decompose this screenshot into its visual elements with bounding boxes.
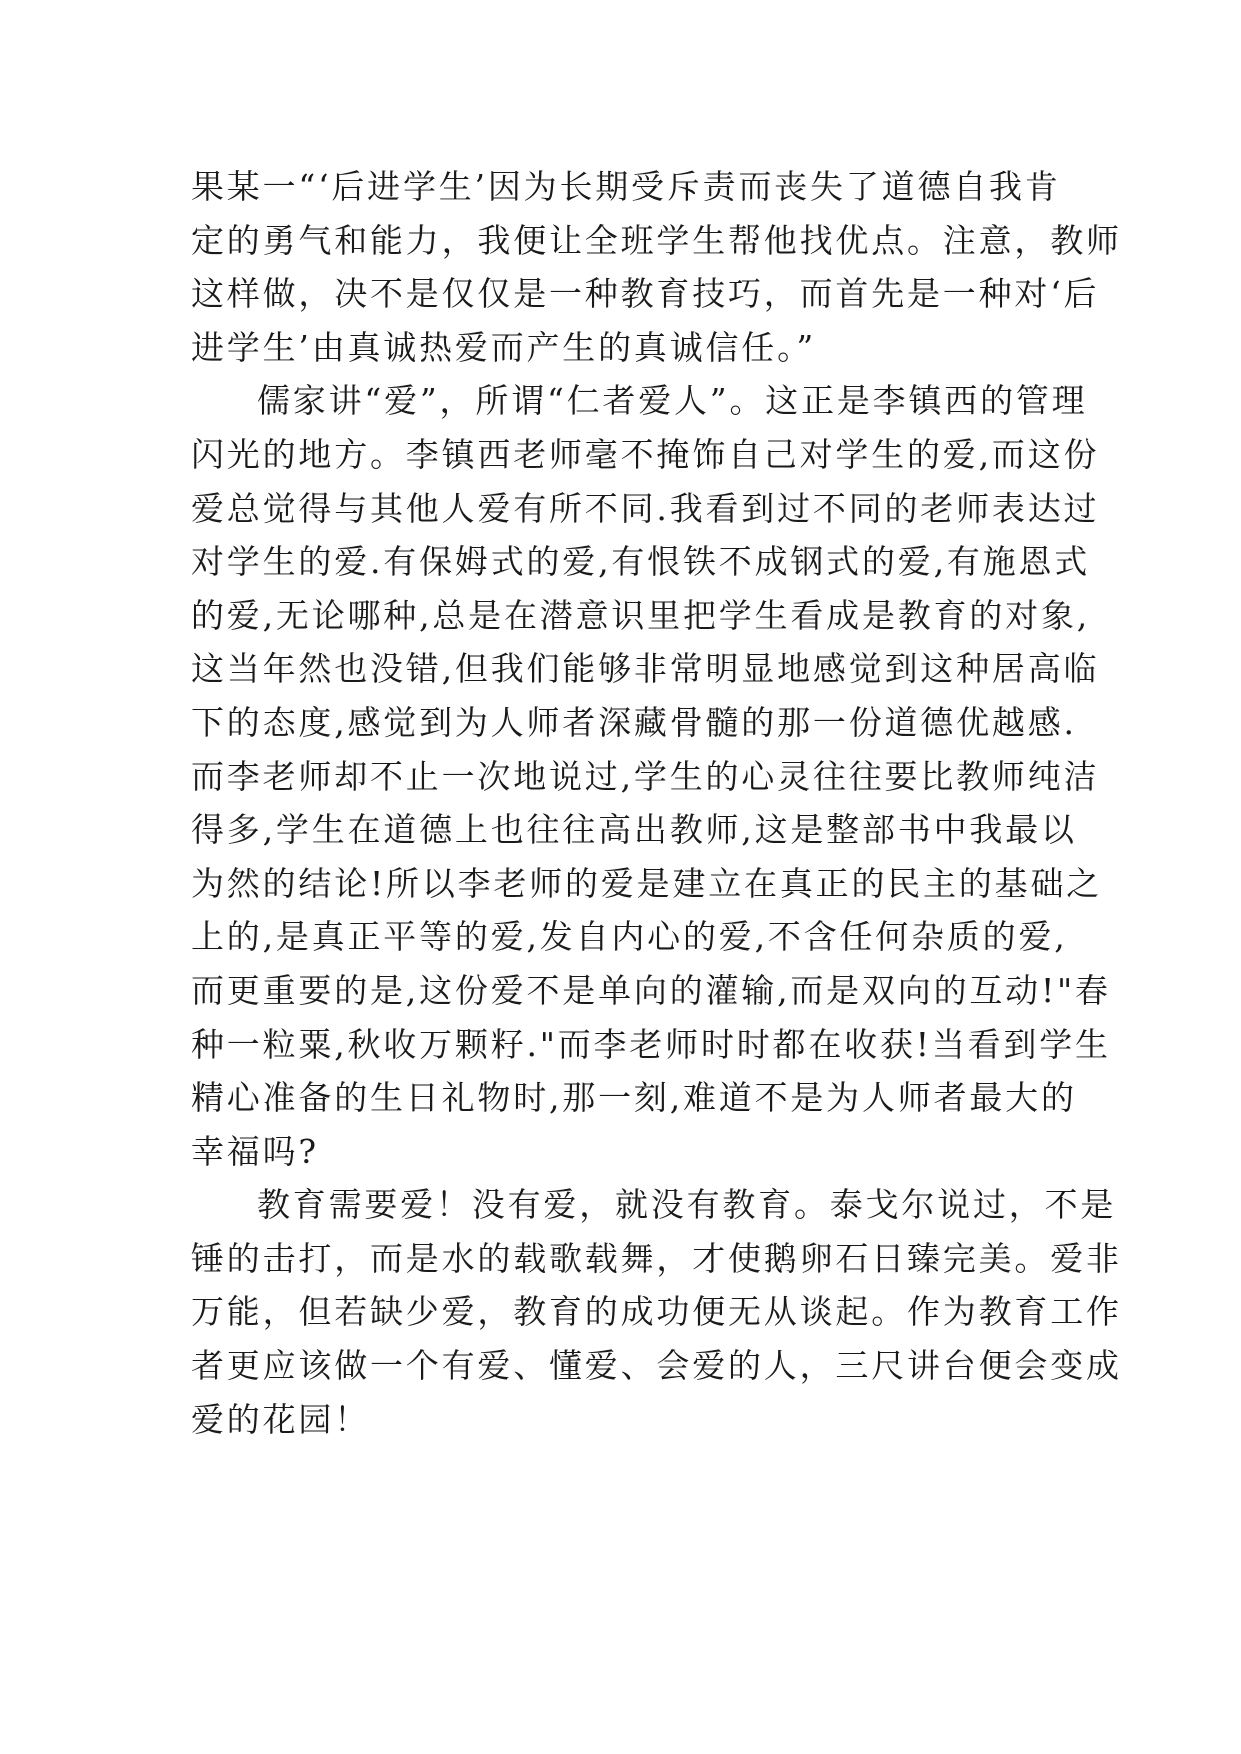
text-line: 上的,是真正平等的爱,发自内心的爱,不含任何杂质的爱, bbox=[191, 917, 1068, 957]
text-line: 而李老师却不止一次地说过,学生的心灵往往要比教师纯洁 bbox=[191, 756, 1100, 796]
text-line: 幸福吗? bbox=[191, 1131, 319, 1171]
text-line: 教育需要爱！没有爱，就没有教育。泰戈尔说过，不是 bbox=[257, 1185, 1117, 1225]
text-line: 爱的花园！ bbox=[191, 1399, 370, 1439]
text-line: 这当年然也没错,但我们能够非常明显地感觉到这种居高临 bbox=[191, 649, 1100, 689]
text-line: 锤的击打，而是水的载歌载舞，才使鹅卵石日臻完美。爱非 bbox=[191, 1238, 1122, 1278]
body-text bbox=[191, 160, 1122, 1446]
text-line: 下的态度,感觉到为人师者深藏骨髓的那一份道德优越感. bbox=[191, 702, 1077, 742]
text-line: 的爱,无论哪种,总是在潜意识里把学生看成是教育的对象, bbox=[191, 595, 1091, 635]
text-line: 种一粒粟,秋收万颗籽."而李老师时时都在收获!当看到学生 bbox=[191, 1024, 1111, 1064]
text-line: 者更应该做一个有爱、懂爱、会爱的人，三尺讲台便会变成 bbox=[191, 1346, 1122, 1386]
text-line: 而更重要的是,这份爱不是单向的灌输,而是双向的互动!"春 bbox=[191, 970, 1111, 1010]
text-line: 爱总觉得与其他人爱有所不同.我看到过不同的老师表达过 bbox=[191, 488, 1100, 528]
text-line: 果某一“‘后进学生’因为长期受斥责而丧失了道德自我肯 bbox=[191, 167, 1061, 206]
text-line: 这样做，决不是仅仅是一种教育技巧，而首先是一种对‘后 bbox=[191, 274, 1100, 314]
text-line: 儒家讲“爱”，所谓“仁者爱人”。这正是李镇西的管理 bbox=[257, 381, 1088, 421]
text-line: 得多,学生在道德上也往往高出教师,这是整部书中我最以 bbox=[191, 810, 1077, 850]
text-line: 为然的结论!所以李老师的爱是建立在真正的民主的基础之 bbox=[191, 863, 1103, 903]
text-line: 对学生的爱.有保姆式的爱,有恨铁不成钢式的爱,有施恩式 bbox=[191, 542, 1091, 582]
text-line: 精心准备的生日礼物时,那一刻,难道不是为人师者最大的 bbox=[191, 1078, 1077, 1118]
text-line: 闪光的地方。李镇西老师毫不掩饰自己对学生的爱,而这份 bbox=[191, 434, 1100, 474]
text-line: 进学生’由真诚热爱而产生的真诚信任。” bbox=[191, 327, 817, 367]
text-line: 定的勇气和能力，我便让全班学生帮他找优点。注意，教师 bbox=[191, 220, 1122, 260]
text-line: 万能，但若缺少爱，教育的成功便无从谈起。作为教育工作 bbox=[191, 1292, 1122, 1332]
